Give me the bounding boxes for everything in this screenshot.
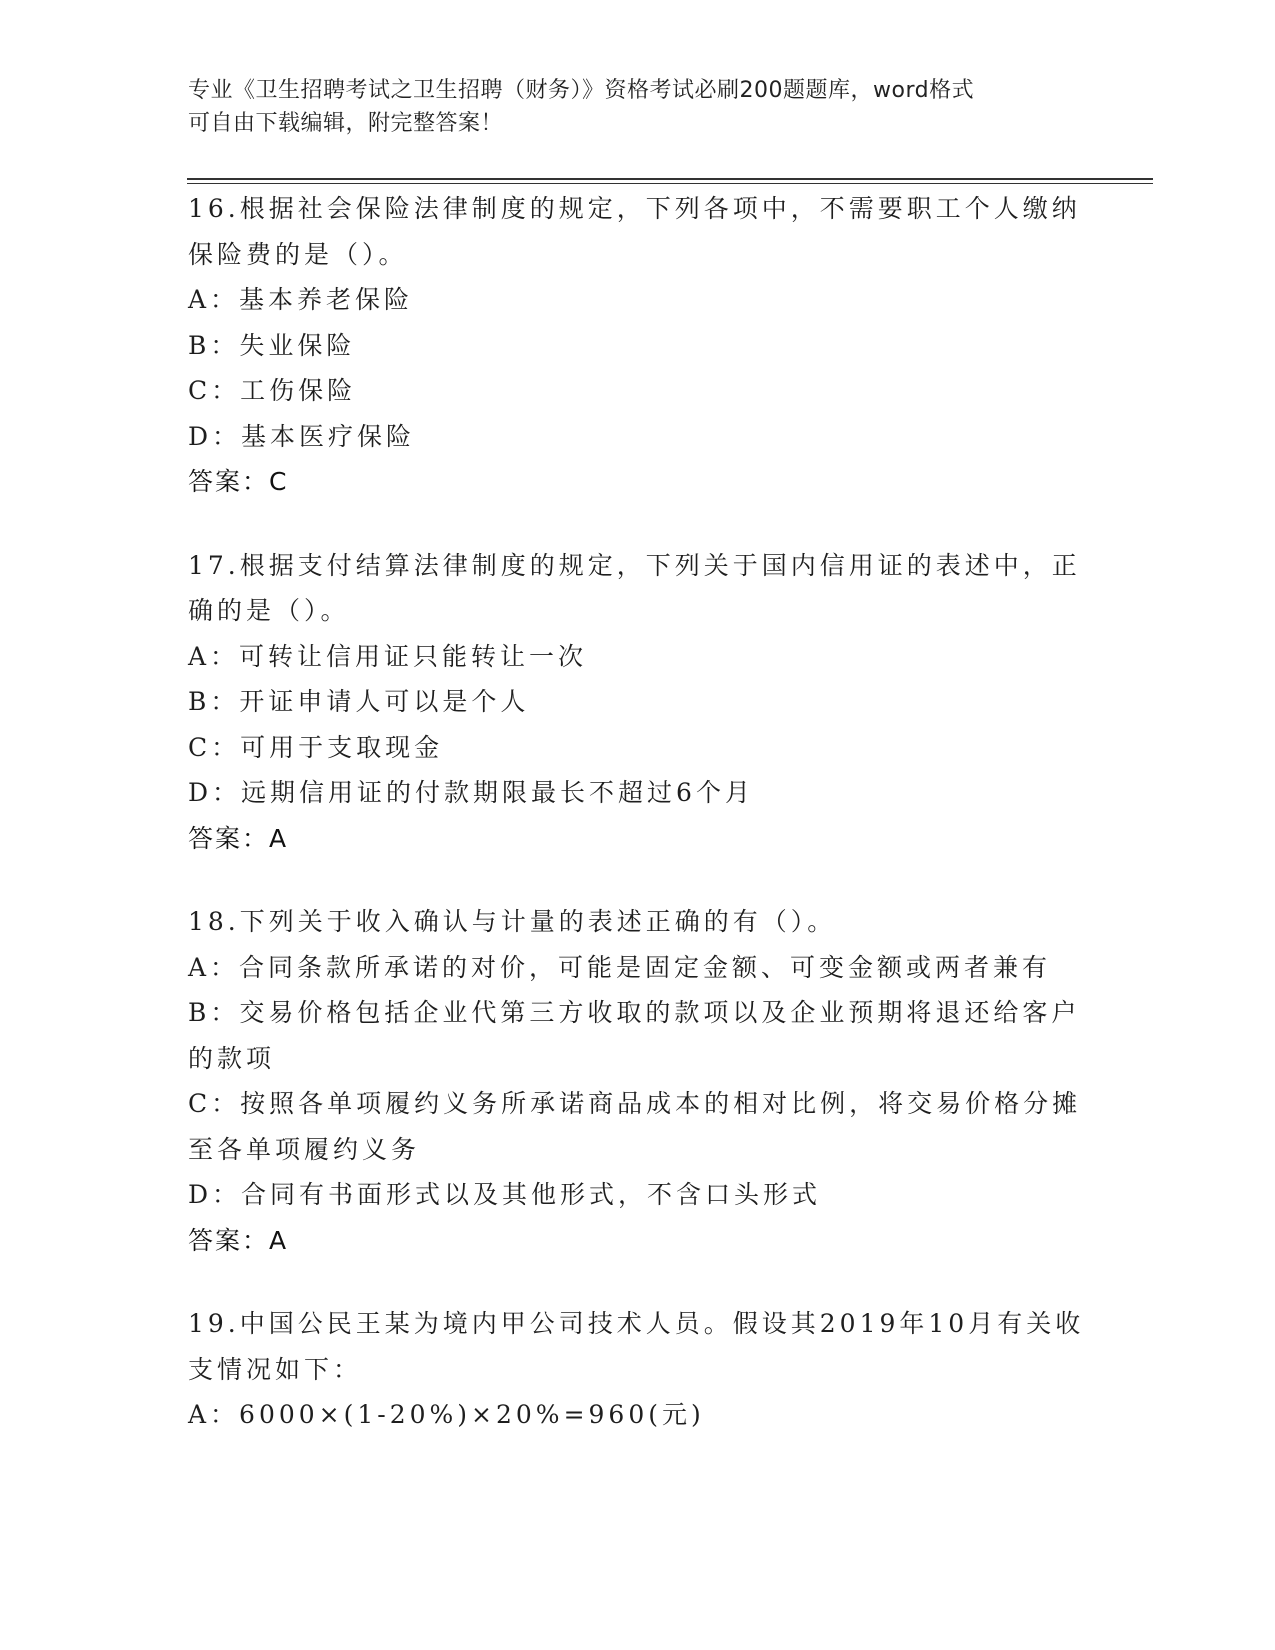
- answer-option-line: 的款项: [188, 1043, 276, 1073]
- answer-option-line: 至各单项履约义务: [188, 1134, 421, 1164]
- question-stem-line: 19.中国公民王某为境内甲公司技术人员。假设其2019年10月有关收: [188, 1309, 1085, 1338]
- question-list: [188, 186, 1088, 1476]
- answer-option-line: A：可转让信用证只能转让一次: [188, 641, 588, 671]
- question-block: [188, 899, 1088, 1263]
- answer-option-line: A：6000×(1-20%)×20%=960(元): [188, 1400, 705, 1429]
- answer-option-line: B：失业保险: [188, 330, 356, 360]
- question-block: [188, 1301, 1088, 1438]
- answer-key: 答案：A: [188, 1225, 289, 1255]
- answer-option-line: C：按照各单项履约义务所承诺商品成本的相对比例，将交易价格分摊: [188, 1089, 1082, 1118]
- answer-option-line: A：合同条款所承诺的对价，可能是固定金额、可变金额或两者兼有: [188, 952, 1052, 982]
- header-divider: [187, 178, 1153, 184]
- answer-option-line: B：交易价格包括企业代第三方收取的款项以及企业预期将退还给客户: [188, 998, 1081, 1027]
- answer-option-line: C：工伤保险: [188, 376, 357, 405]
- question-block: [188, 186, 1088, 505]
- question-stem-line: 支情况如下：: [188, 1354, 363, 1384]
- answer-option-line: D：远期信用证的付款期限最长不超过6个月: [188, 778, 754, 807]
- answer-key: 答案：C: [188, 467, 289, 496]
- answer-option-line: D：合同有书面形式以及其他形式，不含口头形式: [188, 1180, 822, 1209]
- question-stem-line: 18.下列关于收入确认与计量的表述正确的有（）。: [188, 907, 837, 936]
- question-stem-line: 保险费的是（）。: [188, 239, 408, 269]
- question-stem-line: 确的是（）。: [188, 596, 350, 625]
- header-line-2: 可自由下载编辑，附完整答案！: [188, 111, 504, 136]
- question-block: [188, 543, 1088, 862]
- answer-option-line: C：可用于支取现金: [188, 732, 444, 762]
- answer-option-line: B：开证申请人可以是个人: [188, 687, 530, 716]
- answer-option-line: D：基本医疗保险: [188, 421, 416, 451]
- answer-key: 答案：A: [188, 823, 289, 853]
- question-stem-line: 17.根据支付结算法律制度的规定，下列关于国内信用证的表述中，正: [188, 550, 1081, 580]
- answer-option-line: A：基本养老保险: [188, 285, 414, 314]
- header-line-1: 专业《卫生招聘考试之卫生招聘（财务）》资格考试必刷200题题库，word格式: [188, 78, 975, 103]
- document-header: [188, 74, 1088, 140]
- question-stem-line: 16.根据社会保险法律制度的规定，下列各项中，不需要职工个人缴纳: [188, 194, 1081, 223]
